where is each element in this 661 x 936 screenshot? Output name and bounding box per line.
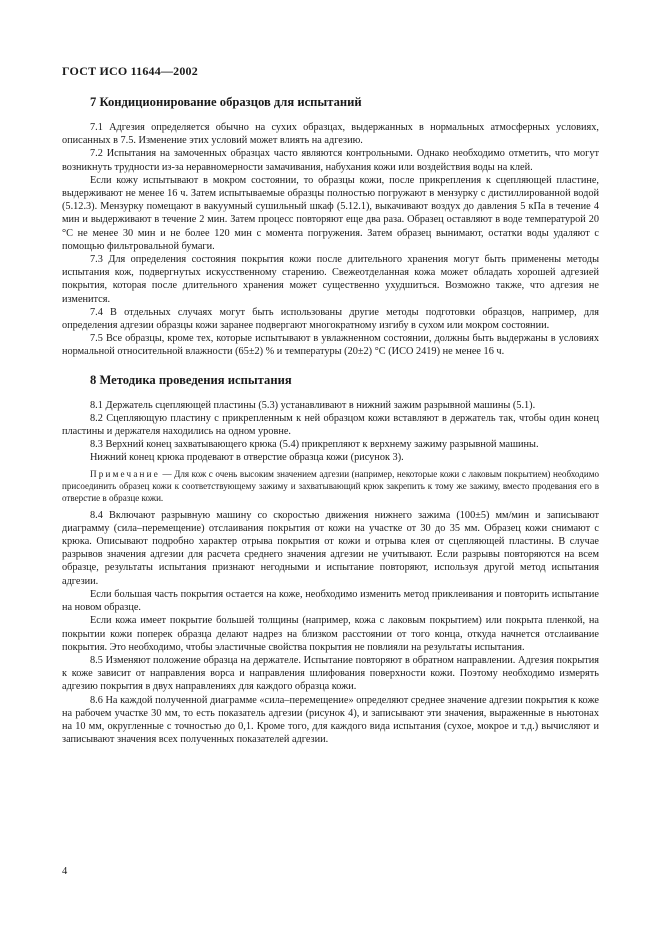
paragraph-8-4-reglue: Если большая часть покрытия остается на коже, необходимо изменить метод приклеивания и повторить испытание на новом образце.	[62, 588, 599, 614]
section-8-body	[62, 399, 599, 747]
paragraph-7-4: 7.4 В отдельных случаях могут быть использованы другие методы подготовки образцов, например, для определения адгезии образцы кожи заранее подвергают многократному изгибу в сухом или мокром состоянии.	[62, 306, 599, 332]
page-number: 4	[62, 866, 68, 877]
document-header: ГОСТ ИСО 11644—2002	[62, 64, 198, 78]
paragraph-7-2-wet: Если кожу испытывают в мокром состоянии, то образцы кожи, после прикрепления к сцепляющей пластине, выдерживают не менее 16 ч. Затем испытываемые образцы полностью погружают в мензурку с дистиллированной водой (5.12.3). Мензурку помещают в вакуумный сушильный шкаф (5.12.1), выкачивают воздух до давления 5 кПа в течение 4 мин и выдерживают в течение 2 мин. Затем процесс повторяют еще два раза. Образец оставляют в воде температурой 20 °С не менее 30 мин и не более 120 мин с момента погружения. Затем образец вынимают, остатки воды удаляют с помощью фильтровальной бумаги.	[62, 174, 599, 252]
section-8-heading: 8 Методика проведения испытания	[90, 372, 292, 387]
paragraph-8-5: 8.5 Изменяют положение образца на держателе. Испытание повторяют в обратном направлении. Адгезия покрытия к коже зависит от направления ворса и направления шлифования поверхности кожи. Поэтому необходимо измерять адгезию покрытия в двух направлениях для каждого образца кожи.	[62, 654, 599, 693]
section-7-heading: 7 Кондиционирование образцов для испытаний	[90, 95, 362, 109]
paragraph-8-1: 8.1 Держатель сцепляющей пластины (5.3) устанавливают в нижний зажим разрывной машины (5.1).	[90, 399, 536, 411]
paragraph-7-3: 7.3 Для определения состояния покрытия кожи после длительного хранения могут быть применены методы испытания кож, подвергнутых искусственному старению. Свежеотделанная кожа может обладать хорошей адгезией покрытия, которая после длительного хранения может существенно ухудшиться. Возможно также, что адгезия не изменится.	[62, 254, 599, 305]
paragraph-8-4: 8.4 Включают разрывную машину со скоростью движения нижнего зажима (100±5) мм/мин и записывают диаграмму (сила–перемещение) отслаивания покрытия от кожи на участке от 30 до 35 мм. Образец кожи снимают с крюка. Описывают подробно характер отрыва покрытия от кожи и отрыва клея от сцепляющей пластины. В случае разрывов значения адгезии для расчета среднего значения адгезии не учитывают. Если разрывы повторяются на всем образце, результаты испытания признают негодными и испытание повторяют, используя другой метод испытания адгезии.	[62, 509, 599, 587]
page-content	[62, 94, 599, 746]
paragraph-8-4-thick: Если кожа имеет покрытие большей толщины (например, кожа с лаковым покрытием) или покрыта пленкой, на покрытии кожи поперек образца делают надрез на близком расстоянии от того конца, откуда начнется отслаивание покрытия. Это необходимо, чтобы эластичные свойства покрытия не повлияли на результаты испытания.	[62, 615, 599, 653]
note-paragraph	[62, 468, 599, 504]
section-7-body	[62, 121, 599, 359]
note-text: — Для кож с очень высоким значением адгезии (например, некоторые кожи с лаковым покрытием) необходимо присоединить образец кожи к соответствующему зажиму и захватывающий крюк закрепить к тому же зажиму, вместо продевания его в отверстие в образце кожи.	[62, 468, 599, 503]
paragraph-7-2: 7.2 Испытания на замоченных образцах часто являются контрольными. Однако необходимо отметить, что могут возникнуть трудности из-за неравномерности замачивания, набухания кожи или воздействия воды на клей.	[62, 148, 599, 173]
paragraph-8-3-hook: Нижний конец крюка продевают в отверстие образца кожи (рисунок 3).	[90, 452, 404, 464]
paragraph-8-3: 8.3 Верхний конец захватывающего крюка (5.4) прикрепляют к верхнему зажиму разрывной машины.	[90, 439, 539, 451]
note-label: Примечание	[90, 468, 160, 479]
paragraph-7-5: 7.5 Все образцы, кроме тех, которые испытывают в увлажненном состоянии, должны быть выдержаны в условиях нормальной относительной влажности (65±2) % и температуры (20±2) °С (ИСО 2419) не менее 16 ч.	[62, 333, 599, 358]
paragraph-8-2: 8.2 Сцепляющую пластину с прикрепленным к ней образцом кожи вставляют в держатель так, чтобы один конец пластины и держателя находились на одном уровне.	[62, 412, 599, 438]
paragraph-7-1: 7.1 Адгезия определяется обычно на сухих образцах, выдержанных в нормальных атмосферных условиях, описанных в 7.5. Изменение этих условий может влиять на адгезию.	[62, 122, 599, 147]
paragraph-8-6: 8.6 На каждой полученной диаграмме «сила–перемещение» определяют среднее значение адгезии покрытия к коже на рабочем участке 30 мм, то есть показатель адгезии (рисунок 4), и записывают эти значения, выраженные в ньютонах на 10 мм, округленные с точностью до 0,1. Кроме того, для каждого вида испытания (сухое, мокрое и т.д.) вычисляют и записывают значения всех полученных показателей адгезии.	[62, 694, 599, 746]
